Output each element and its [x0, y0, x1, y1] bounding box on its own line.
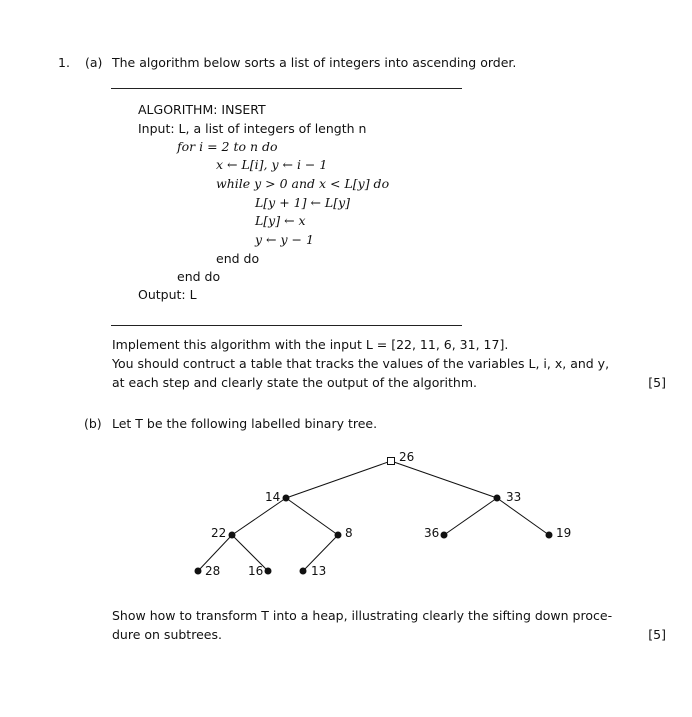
part-a-marks: [5]	[648, 375, 666, 390]
algorithm-input-line: Input: L, a list of integers of length n	[138, 121, 367, 136]
tree-label-33: 33	[506, 490, 522, 504]
part-b-label: (b)	[84, 416, 102, 431]
part-a-task-line2: You should contruct a table that tracks the values of the variables L, i, x, and y,	[112, 356, 610, 371]
tree-node-13	[300, 568, 307, 575]
part-a-intro: The algorithm below sorts a list of integers into ascending order.	[112, 55, 517, 70]
tree-label-8: 8	[345, 526, 353, 540]
tree-label-14: 14	[265, 490, 281, 504]
tree-label-13: 13	[311, 564, 327, 578]
tree-label-16: 16	[248, 564, 264, 578]
algorithm-while-line: while y > 0 and x < L[y] do	[216, 176, 390, 191]
part-a-task-line1: Implement this algorithm with the input L = [22, 11, 6, 31, 17].	[112, 337, 509, 352]
tree-node-19	[546, 532, 553, 539]
edge-14-8	[286, 498, 338, 535]
edge-26-33	[391, 461, 497, 498]
algorithm-shift-line: L[y + 1] ← L[y]	[255, 195, 351, 210]
part-b-task-line2: dure on subtrees.	[112, 627, 222, 642]
tree-label-36: 36	[424, 526, 440, 540]
part-b-task-line1: Show how to transform T into a heap, illustrating clearly the sifting down proce-	[112, 608, 613, 623]
edge-26-14	[286, 461, 391, 498]
tree-root-node	[388, 458, 395, 465]
algorithm-decrement-line: y ← y − 1	[255, 232, 314, 247]
tree-node-33	[494, 495, 501, 502]
part-a-task-line3: at each step and clearly state the output of the algorithm.	[112, 375, 477, 390]
algorithm-insert-line: L[y] ← x	[255, 213, 306, 228]
edge-33-19	[497, 498, 549, 535]
tree-node-22	[229, 532, 236, 539]
tree-label-19: 19	[556, 526, 572, 540]
part-b-marks: [5]	[648, 627, 666, 642]
tree-node-14	[283, 495, 290, 502]
part-b-intro: Let T be the following labelled binary tree.	[112, 416, 378, 431]
tree-node-8	[335, 532, 342, 539]
tree-label-26: 26	[399, 450, 415, 464]
tree-node-36	[441, 532, 448, 539]
algorithm-for-line: for i = 2 to n do	[177, 139, 278, 154]
tree-node-16	[265, 568, 272, 575]
part-a-label: (a)	[85, 55, 103, 70]
question-number: 1.	[58, 55, 70, 70]
algorithm-output-line: Output: L	[138, 287, 197, 302]
edge-33-36	[444, 498, 497, 535]
algorithm-assign-line: x ← L[i], y ← i − 1	[216, 157, 328, 172]
algorithm-end-for: end do	[177, 269, 221, 284]
algorithm-end-while: end do	[216, 251, 260, 266]
tree-label-28: 28	[205, 564, 221, 578]
algorithm-title: ALGORITHM: INSERT	[138, 102, 266, 117]
tree-label-22: 22	[211, 526, 227, 540]
tree-node-28	[195, 568, 202, 575]
